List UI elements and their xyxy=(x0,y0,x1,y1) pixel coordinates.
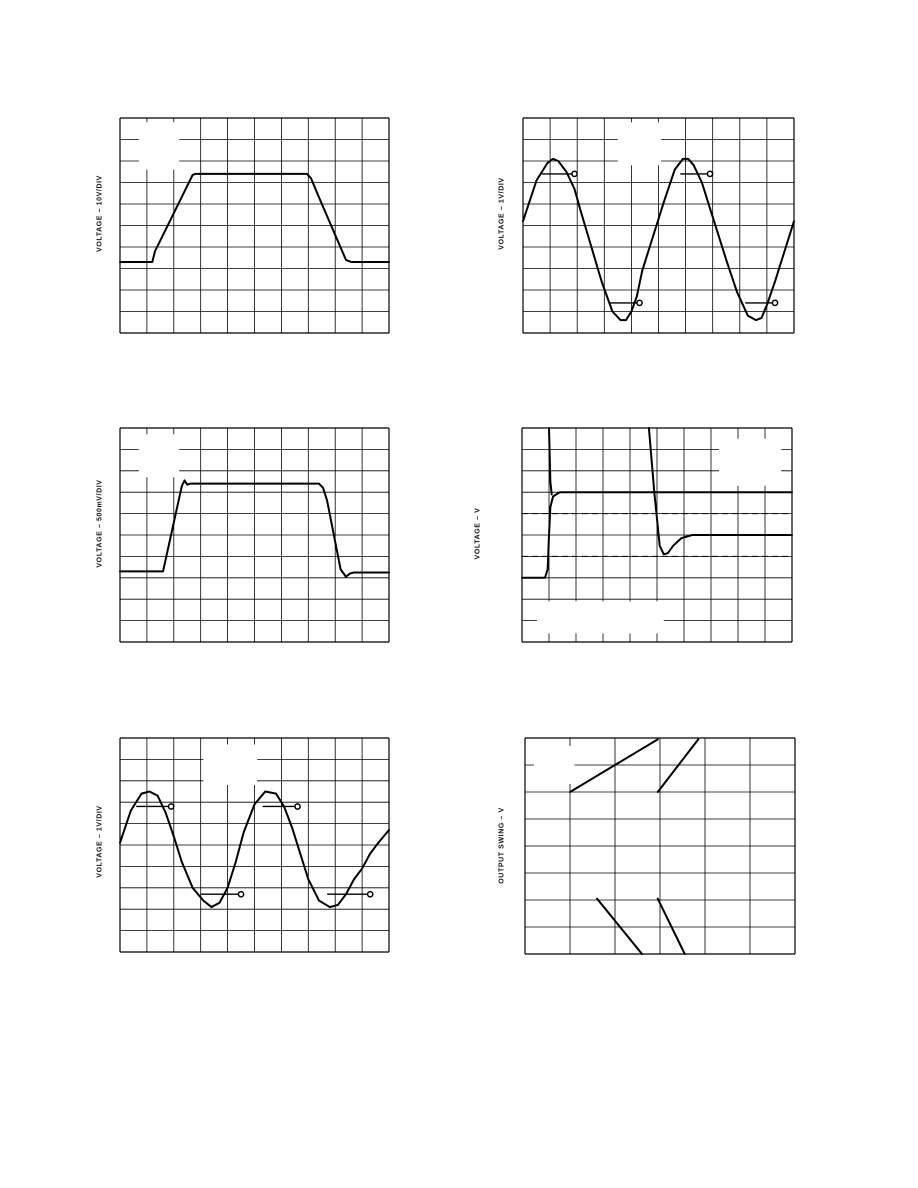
data-marker xyxy=(169,804,174,809)
y-axis-label: VOLTAGE – 1V/DIV xyxy=(96,805,104,878)
data-marker xyxy=(637,300,642,305)
chart-panel-3 xyxy=(80,420,400,650)
series-trace-2 xyxy=(549,428,552,494)
chart-panel-4 xyxy=(470,420,800,650)
chart-panel-2 xyxy=(485,110,805,340)
y-axis-label: OUTPUT SWING – V xyxy=(498,807,506,884)
series-trace-2 xyxy=(658,739,699,792)
y-axis-label: VOLTAGE – V xyxy=(474,507,482,560)
annotation-box xyxy=(139,122,179,169)
data-marker xyxy=(238,892,243,897)
chart-panel-6 xyxy=(485,730,805,960)
chart-plot-area xyxy=(120,118,389,333)
annotation-box xyxy=(719,439,781,486)
data-marker xyxy=(572,171,577,176)
data-marker xyxy=(772,300,777,305)
data-marker xyxy=(295,804,300,809)
chart-plot-area xyxy=(522,428,792,642)
y-axis-label: VOLTAGE – 1V/DIV xyxy=(498,177,506,250)
annotation-box xyxy=(534,746,575,784)
y-axis-label: VOLTAGE – 10V/DIV xyxy=(96,175,104,252)
annotation-box xyxy=(618,122,661,165)
data-marker xyxy=(368,892,373,897)
annotation-box xyxy=(139,434,179,477)
chart-panel-5 xyxy=(80,730,400,960)
chart-plot-area xyxy=(523,118,794,333)
series-trace-4 xyxy=(658,899,685,954)
data-marker xyxy=(707,171,712,176)
chart-plot-area xyxy=(120,738,389,952)
series-trace-1 xyxy=(570,739,658,792)
chart-plot-area xyxy=(525,738,795,954)
chart-plot-area xyxy=(120,428,389,642)
annotation-box xyxy=(537,601,664,633)
chart-panel-1 xyxy=(80,110,400,340)
series-trace-3 xyxy=(597,899,642,954)
y-axis-label: VOLTAGE – 500mV/DIV xyxy=(96,479,104,568)
annotation-box xyxy=(203,744,257,785)
